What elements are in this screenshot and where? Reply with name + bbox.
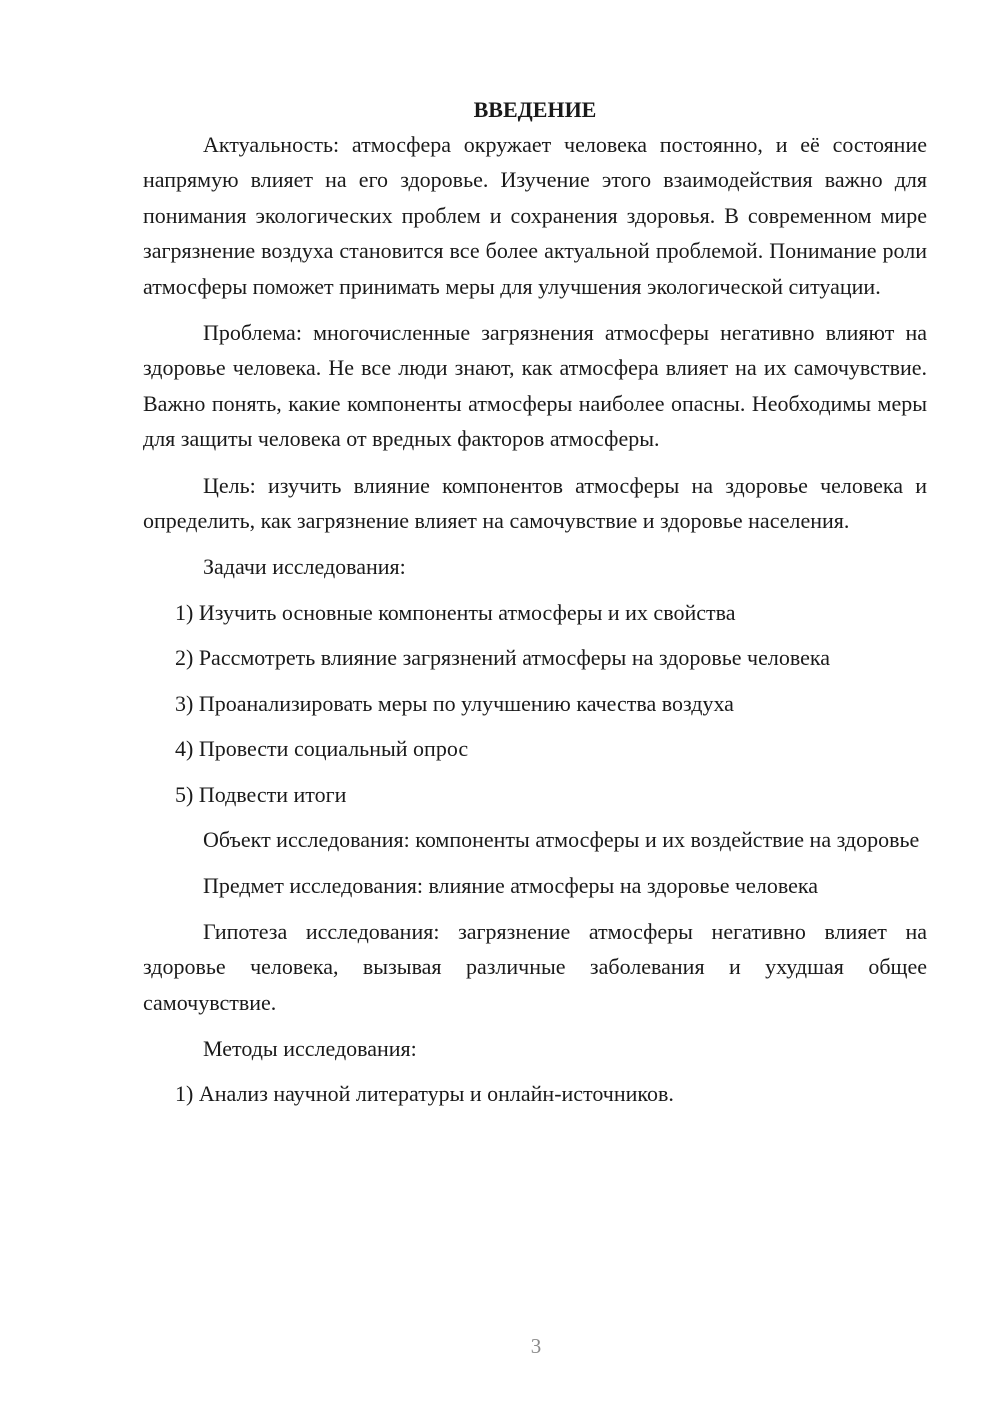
object-paragraph: Объект исследования: компоненты атмосферы и их воздействие на здоровье: [203, 826, 920, 852]
list-item-task-1: 1) Изучить основные компоненты атмосферы и их свойства: [175, 599, 736, 625]
list-item-method-1: 1) Анализ научной литературы и онлайн-источников.: [175, 1081, 674, 1107]
page-number: 3: [530, 1334, 542, 1358]
list-item-task-5: 5) Подвести итоги: [175, 781, 347, 807]
list-item-task-3: 3) Проанализировать меры по улучшению качества воздуха: [175, 690, 734, 716]
list-item-task-4: 4) Провести социальный опрос: [175, 736, 469, 762]
hypothesis-paragraph: Гипотеза исследования: загрязнение атмосферы негативно влияет на здоровье человека, вызывая различные заболевания и ухудшая общее самочувствие.: [143, 918, 927, 1015]
methods-list: [143, 1076, 927, 1111]
list-item-task-2: 2) Рассмотреть влияние загрязнений атмосферы на здоровье человека: [175, 645, 830, 671]
tasks-list: [143, 595, 927, 812]
goal-paragraph: Цель: изучить влияние компонентов атмосферы на здоровье человека и определить, как загрязнение влияет на самочувствие и здоровье населения.: [143, 472, 927, 534]
page-title: ВВЕДЕНИЕ: [473, 97, 597, 122]
subject-paragraph: Предмет исследования: влияние атмосферы на здоровье человека: [203, 873, 819, 899]
relevance-paragraph: Актуальность: атмосфера окружает человека постоянно, и её состояние напрямую влияет на его здоровье. Изучение этого взаимодействия важно для понимания экологических проблем и сохранения здоровья. В современном мире загрязнение воздуха становится все более актуальной проблемой. Понимание роли атмосферы поможет принимать меры для улучшения экологической ситуации.: [143, 132, 927, 299]
methods-heading: Методы исследования:: [203, 1035, 417, 1061]
problem-paragraph: Проблема: многочисленные загрязнения атмосферы негативно влияют на здоровье человека. Не все люди знают, как атмосфера влияет на их самочувствие. Важно понять, какие компоненты атмосферы наиболее опасны. Необходимы меры для защиты человека от вредных факторов атмосферы.: [143, 320, 927, 452]
document-page: [143, 92, 927, 1122]
tasks-heading: Задачи исследования:: [203, 554, 406, 580]
